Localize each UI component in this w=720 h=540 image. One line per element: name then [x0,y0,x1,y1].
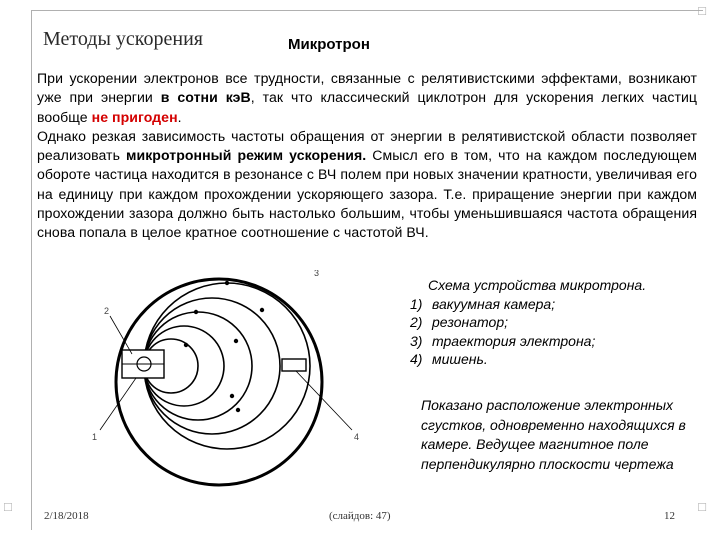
not-suitable-highlight: не пригоден [91,108,178,125]
legend-item: 3) траектория электрона; [410,332,596,349]
legend-item: 4) мишень. [410,351,488,368]
section-title: Методы ускорения [43,28,203,50]
corner-square-icon: □ [698,499,706,514]
footer-page-number: 12 [664,510,675,522]
legend-caption: Схема устройства микротрона. [428,277,647,293]
diagram-legend [410,276,710,369]
slide-frame-horizontal [31,10,703,11]
slide-title: Микротрон [288,36,370,53]
paragraph-1: При ускорении электронов все трудности, связанные с релятивистскими эффектами, возникают уже при энергии в сотни кэВ, так что классический циклотрон для ускорения легких частиц вообще не пригоден. [37,70,697,125]
microtron-mode-highlight: микротронный режим ускорения. [126,147,367,164]
slide-frame-vertical [31,10,32,530]
footer-slide-count: (слайдов: 47) [329,510,391,522]
legend-item: 1) вакуумная камера; [410,295,556,312]
corner-square-icon: □ [4,499,12,514]
label-2: 2 [104,306,110,316]
label-3: 3 [314,270,320,278]
energy-highlight: в сотни кэВ [160,89,251,106]
label-1: 1 [92,432,98,442]
legend-item: 2) резонатор; [410,314,509,331]
target [282,359,306,371]
microtron-diagram [86,270,386,490]
diagram-note: Показано расположение электронных сгустков, одновременно находящихся в камере. Ведущее магнитное поле перпендикулярно плоскости чертежа [421,397,686,472]
paragraph-2: Однако резкая зависимость частоты обращения от энергии в релятивистской области позволяет реализовать микротронный режим ускорения. Смысл его в том, что на каждом последующем обороте частица находится в резонансе с ВЧ полем при новых значении кратности, увеличивая его на единицу при каждом прохождении ускоряющего зазора. Т.е. приращение энергии при каждом прохождении зазора должно быть настолько большим, чтобы уменьшившаяся частота обращения снова попала в целое кратное соотношение с частотой ВЧ. [37,127,697,241]
footer-date: 2/18/2018 [44,510,89,522]
body-text [37,69,697,243]
corner-square-icon: □ [698,3,706,18]
label-4: 4 [354,432,360,442]
